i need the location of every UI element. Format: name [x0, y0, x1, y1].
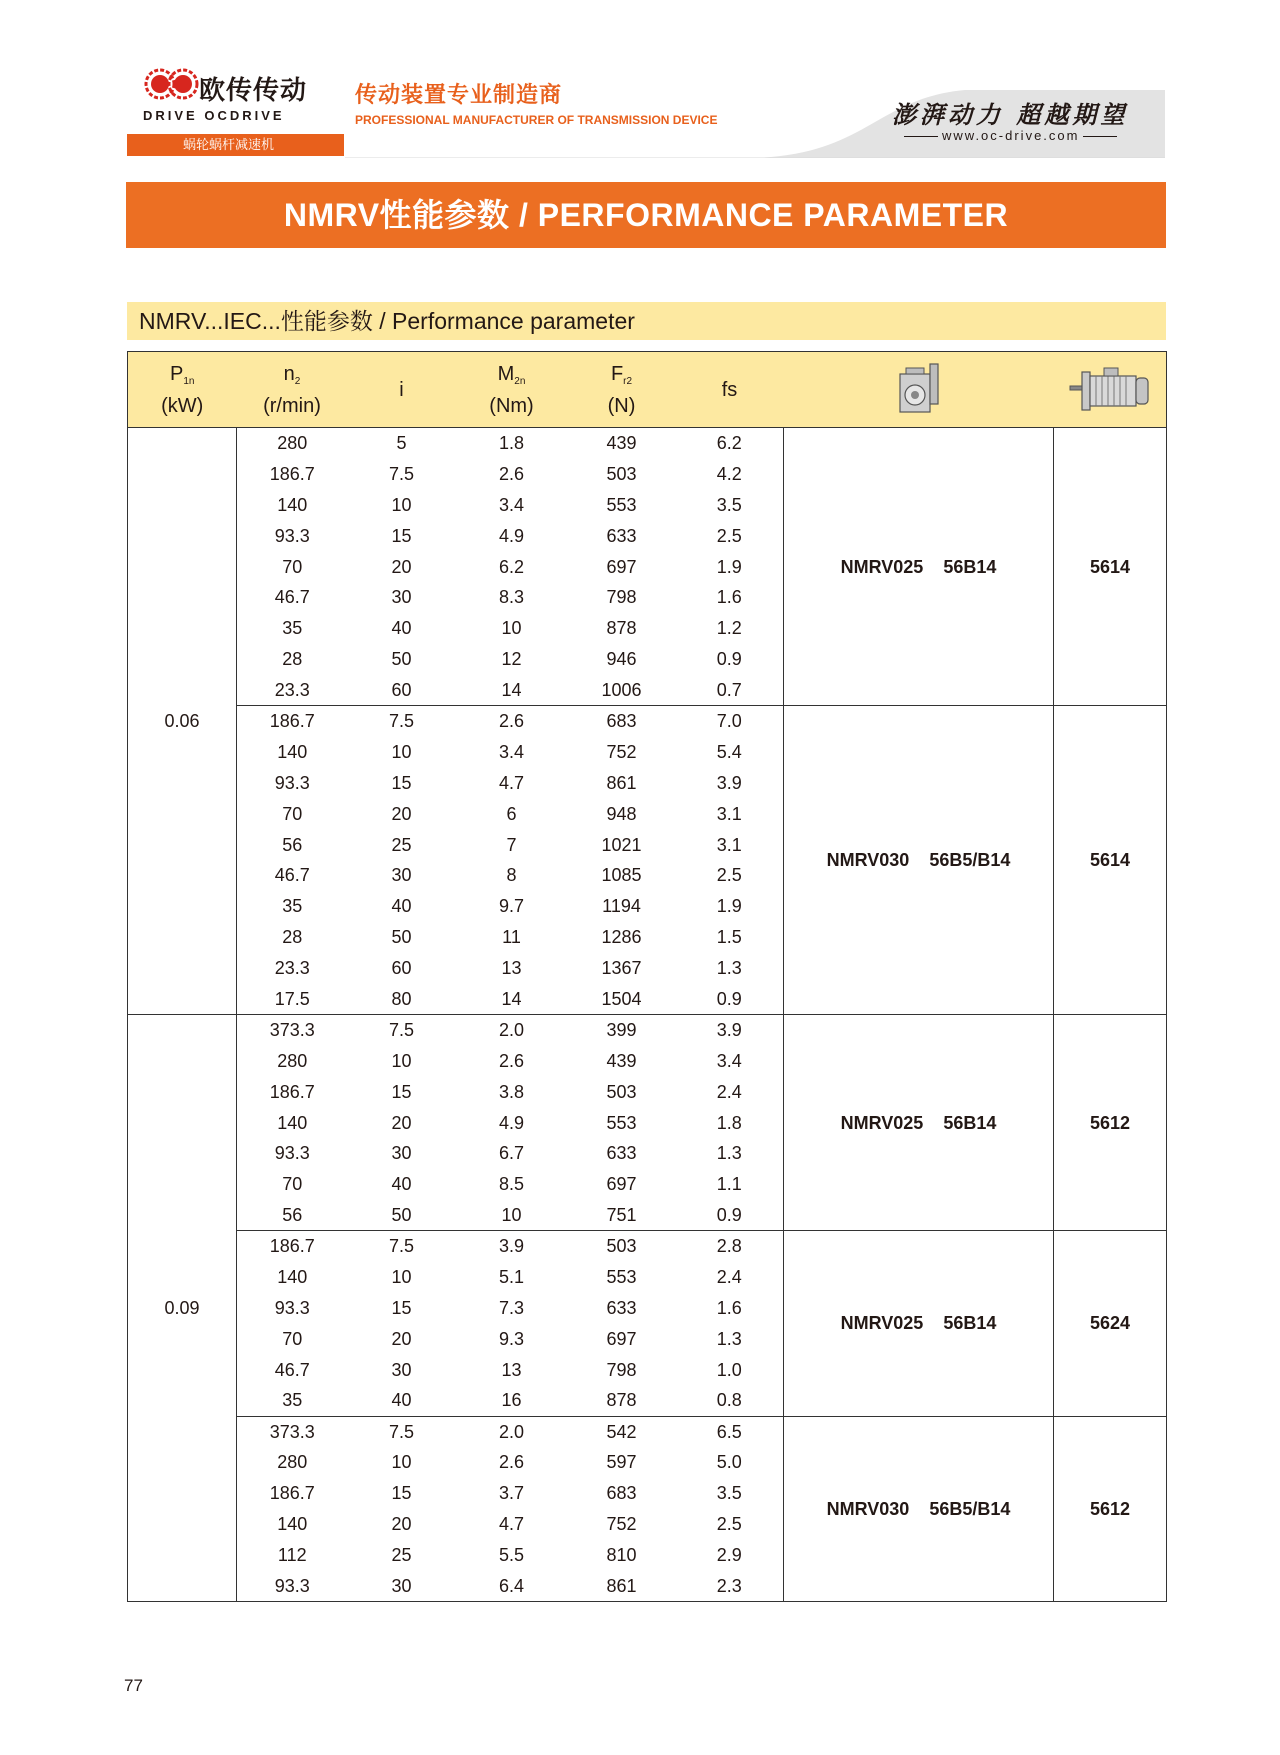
radial-load-cell: 798: [606, 587, 637, 608]
torque-cell: 4.7: [498, 772, 525, 793]
radial-load-cell: 553: [606, 494, 637, 515]
service-factor-cell: 1.6: [716, 587, 742, 608]
radial-load-cell: 1021: [601, 834, 642, 855]
radial-load-cell: 553: [606, 1112, 637, 1133]
service-factor-cell: 1.5: [716, 927, 742, 948]
ratio-cell: 15: [391, 772, 412, 793]
output-speed-cell: 56: [282, 1204, 303, 1225]
radial-load-cell: 878: [606, 1390, 637, 1411]
service-factor-cell: 2.3: [676, 1570, 784, 1601]
output-speed-cell: 373.3: [237, 1416, 348, 1447]
output-speed-cell: 280: [277, 433, 308, 454]
service-factor-cell: 3.9: [716, 772, 742, 793]
motor-model-cell: 5614: [1054, 706, 1167, 1015]
torque-cell: 8.5: [498, 1174, 525, 1195]
radial-load-cell: 503: [606, 1081, 637, 1102]
service-factor-cell: 2.9: [716, 1545, 742, 1565]
service-factor-cell: 0.9: [716, 988, 742, 1009]
ratio-cell: 60: [391, 679, 412, 700]
output-speed-cell: 140: [277, 1266, 308, 1287]
output-speed-cell: 186.7: [237, 1231, 348, 1262]
service-factor-cell: 6.5: [676, 1416, 784, 1447]
output-speed-cell: 186.7: [269, 1081, 315, 1102]
ratio-cell: 20: [391, 803, 412, 824]
radial-load-cell: 633: [606, 1143, 637, 1164]
torque-cell: 3.4: [498, 494, 525, 515]
table-row: [128, 1014, 1167, 1045]
col-header-ratio: i: [348, 352, 456, 428]
ratio-cell: 15: [391, 1297, 412, 1318]
output-speed-cell: 186.7: [269, 463, 315, 484]
service-factor-cell: 0.7: [716, 679, 742, 700]
torque-cell: 6.2: [498, 556, 525, 577]
service-factor-cell: 1.3: [716, 1328, 742, 1349]
gearbox-model-cell: NMRV025 56B14: [784, 1231, 1054, 1416]
ratio-cell: 40: [391, 896, 412, 917]
ratio-cell: 25: [391, 834, 412, 855]
service-factor-cell: 0.9: [716, 1204, 742, 1225]
output-speed-cell: 28: [282, 927, 303, 948]
service-factor-cell: 6.2: [716, 433, 742, 454]
torque-cell: 12: [501, 649, 522, 670]
service-factor-cell: 2.4: [716, 1081, 742, 1102]
torque-cell: 8.3: [498, 587, 525, 608]
service-factor-cell: 1.3: [716, 1143, 742, 1164]
performance-table: [127, 351, 1167, 1602]
radial-load-cell: 1504: [601, 988, 642, 1009]
service-factor-cell: 3.5: [716, 1483, 742, 1504]
torque-cell: 6: [506, 803, 517, 824]
motor-model-cell: 5612: [1054, 1416, 1167, 1601]
service-factor-cell: 2.5: [716, 1514, 742, 1535]
service-factor-cell: 3.5: [716, 494, 742, 515]
gearbox-model-cell: NMRV030 56B5/B14: [784, 1416, 1054, 1601]
torque-cell: 6.4: [456, 1570, 568, 1601]
radial-load-cell: 878: [606, 618, 637, 639]
torque-cell: 4.7: [498, 1514, 525, 1535]
ratio-cell: 7.5: [348, 706, 456, 737]
output-speed-cell: 46.7: [274, 1359, 310, 1380]
page-header: [0, 0, 1280, 160]
ratio-cell: 30: [391, 587, 412, 608]
ratio-cell: 50: [391, 1204, 412, 1225]
col-header-output-speed: $n_2$ (r/min): [237, 352, 348, 428]
service-factor-cell: 4.2: [716, 463, 742, 484]
service-factor-cell: 3.1: [716, 803, 742, 824]
radial-load-cell: 752: [606, 1514, 637, 1535]
service-factor-cell: 3.1: [716, 834, 742, 855]
torque-cell: 16: [501, 1390, 522, 1411]
output-speed-cell: 35: [282, 618, 303, 639]
service-factor-cell: 2.8: [676, 1231, 784, 1262]
torque-cell: 2.6: [498, 1050, 525, 1071]
output-speed-cell: 70: [282, 556, 303, 577]
radial-load-cell: 399: [568, 1014, 676, 1045]
website-url: www.oc-drive.com: [900, 128, 1121, 143]
output-speed-cell: 70: [282, 803, 303, 824]
gear-logo-icon: [143, 64, 203, 104]
section-subheader: NMRV...IEC...性能参数 / Performance parameter: [127, 302, 1166, 340]
service-factor-cell: 1.1: [716, 1174, 742, 1195]
torque-cell: 2.0: [456, 1014, 568, 1045]
output-speed-cell: 140: [277, 1514, 308, 1535]
radial-load-cell: 597: [606, 1452, 637, 1473]
col-header-motor: [1054, 352, 1167, 428]
logo-chinese-name: 欧传传动: [199, 75, 308, 105]
torque-cell: 2.6: [498, 463, 525, 484]
output-speed-cell: 28: [282, 649, 303, 670]
ratio-cell: 30: [391, 865, 412, 886]
output-speed-cell: 35: [282, 1390, 303, 1411]
company-tagline-cn: 传动装置专业制造商: [355, 82, 563, 107]
table-row: [128, 428, 1167, 459]
service-factor-cell: 5.4: [716, 741, 742, 762]
gearbox-model-cell: NMRV030 56B5/B14: [784, 706, 1054, 1015]
service-factor-cell: 7.0: [676, 706, 784, 737]
company-description: [355, 78, 717, 127]
ratio-cell: 10: [391, 741, 412, 762]
service-factor-cell: 1.3: [716, 958, 742, 979]
power-cell: 0.09: [128, 1014, 237, 1601]
radial-load-cell: 503: [606, 463, 637, 484]
output-speed-cell: 23.3: [274, 679, 310, 700]
service-factor-cell: 0.9: [716, 649, 742, 670]
table-row: [128, 706, 1167, 737]
output-speed-cell: 140: [277, 494, 308, 515]
radial-load-cell: 1367: [601, 958, 642, 979]
output-speed-cell: 93.3: [274, 772, 310, 793]
ratio-cell: 15: [391, 1483, 412, 1504]
output-speed-cell: 93.3: [274, 1143, 310, 1164]
output-speed-cell: 35: [282, 896, 303, 917]
torque-cell: 2.0: [456, 1416, 568, 1447]
ratio-cell: 15: [391, 1081, 412, 1102]
ratio-cell: 5: [396, 433, 407, 454]
ratio-cell: 20: [391, 1514, 412, 1535]
output-speed-cell: 93.3: [274, 1297, 310, 1318]
ratio-cell: 20: [391, 1328, 412, 1349]
output-speed-cell: 93.3: [274, 525, 310, 546]
company-tagline-en: PROFESSIONAL MANUFACTURER OF TRANSMISSION DEVICE: [355, 113, 718, 127]
torque-cell: 11: [502, 927, 521, 948]
output-speed-cell: 23.3: [274, 958, 310, 979]
output-speed-cell: 56: [282, 834, 303, 855]
ratio-cell: 10: [391, 1050, 412, 1071]
output-speed-cell: 140: [277, 1112, 308, 1133]
output-speed-cell: 70: [282, 1328, 303, 1349]
service-factor-cell: 1.9: [716, 556, 742, 577]
radial-load-cell: 752: [606, 741, 637, 762]
torque-cell: 5.1: [498, 1266, 525, 1287]
table-row: [128, 1416, 1167, 1447]
col-header-gearbox: [784, 352, 1054, 428]
service-factor-cell: 1.2: [716, 618, 742, 639]
slogan: 澎湃动力 超越期望: [892, 100, 1129, 129]
table-header-row: [128, 352, 1167, 428]
service-factor-cell: 1.9: [716, 896, 742, 917]
radial-load-cell: 1085: [601, 865, 642, 886]
radial-load-cell: 683: [568, 706, 676, 737]
torque-cell: 8: [506, 865, 517, 886]
logo-english-name: DRIVE OCDRIVE: [143, 108, 285, 123]
torque-cell: 13: [501, 958, 522, 979]
ratio-cell: 20: [391, 1112, 412, 1133]
service-factor-cell: 2.4: [716, 1266, 742, 1287]
motor-model-cell: 5614: [1054, 428, 1167, 706]
torque-cell: 7.3: [498, 1297, 525, 1318]
radial-load-cell: 633: [606, 525, 637, 546]
motor-model-cell: 5624: [1054, 1231, 1167, 1416]
radial-load-cell: 683: [606, 1483, 637, 1504]
service-factor-cell: 1.6: [716, 1297, 742, 1318]
radial-load-cell: 503: [568, 1231, 676, 1262]
output-speed-cell: 373.3: [237, 1014, 348, 1045]
ratio-cell: 7.5: [348, 1231, 456, 1262]
radial-load-cell: 946: [606, 649, 637, 670]
torque-cell: 9.7: [498, 896, 525, 917]
output-speed-cell: 46.7: [274, 587, 310, 608]
torque-cell: 6.7: [498, 1143, 525, 1164]
ratio-cell: 20: [391, 556, 412, 577]
service-factor-cell: 2.5: [716, 525, 742, 546]
service-factor-cell: 3.4: [716, 1050, 742, 1071]
radial-load-cell: 697: [606, 1174, 637, 1195]
output-speed-cell: 93.3: [237, 1570, 348, 1601]
col-header-torque: $M_{2n}$ (Nm): [456, 352, 568, 428]
ratio-cell: 80: [391, 988, 412, 1009]
gearbox-model-cell: NMRV025 56B14: [784, 1014, 1054, 1230]
radial-load-cell: 697: [606, 1328, 637, 1349]
output-speed-cell: 140: [277, 741, 308, 762]
gearbox-model-cell: NMRV025 56B14: [784, 428, 1054, 706]
radial-load-cell: 439: [606, 433, 637, 454]
ratio-cell: 50: [391, 927, 412, 948]
torque-cell: 4.9: [498, 525, 525, 546]
ratio-cell: 7.5: [348, 1416, 456, 1447]
radial-load-cell: 810: [606, 1545, 637, 1565]
service-factor-cell: 1.8: [716, 1112, 742, 1133]
ratio-cell: 40: [391, 1390, 412, 1411]
output-speed-cell: 186.7: [237, 706, 348, 737]
torque-cell: 9.3: [498, 1328, 525, 1349]
output-speed-cell: 280: [277, 1050, 308, 1071]
torque-cell: 14: [501, 679, 522, 700]
electric-motor-icon: [1068, 364, 1152, 416]
service-factor-cell: 3.9: [676, 1014, 784, 1045]
radial-load-cell: 633: [606, 1297, 637, 1318]
torque-cell: 5.5: [498, 1545, 525, 1565]
ratio-cell: 60: [391, 958, 412, 979]
motor-model-cell: 5612: [1054, 1014, 1167, 1230]
torque-cell: 10: [501, 1204, 522, 1225]
torque-cell: 3.7: [498, 1483, 525, 1504]
torque-cell: 13: [501, 1359, 522, 1380]
torque-cell: 4.9: [498, 1112, 525, 1133]
category-tag: 蜗轮蜗杆减速机: [127, 134, 344, 156]
ratio-cell: 25: [391, 1545, 412, 1565]
col-header-radial-load: $F_{r2}$ (N): [568, 352, 676, 428]
page-title-banner: NMRV性能参数 / PERFORMANCE PARAMETER: [126, 182, 1166, 248]
ratio-cell: 10: [391, 494, 412, 515]
radial-load-cell: 697: [606, 556, 637, 577]
radial-load-cell: 948: [606, 803, 637, 824]
torque-cell: 7: [506, 834, 517, 855]
radial-load-cell: 439: [606, 1050, 637, 1071]
radial-load-cell: 542: [568, 1416, 676, 1447]
output-speed-cell: 46.7: [274, 865, 310, 886]
radial-load-cell: 553: [606, 1266, 637, 1287]
radial-load-cell: 751: [606, 1204, 637, 1225]
ratio-cell: 10: [391, 1266, 412, 1287]
col-header-service-factor: fs: [676, 352, 784, 428]
output-speed-cell: 186.7: [269, 1483, 315, 1504]
ratio-cell: 30: [391, 1359, 412, 1380]
torque-cell: 10: [501, 618, 522, 639]
torque-cell: 3.9: [456, 1231, 568, 1262]
service-factor-cell: 1.0: [716, 1359, 742, 1380]
ratio-cell: 30: [348, 1570, 456, 1601]
output-speed-cell: 17.5: [274, 988, 310, 1009]
table-row: [128, 1231, 1167, 1262]
ratio-cell: 7.5: [348, 1014, 456, 1045]
ratio-cell: 40: [391, 1174, 412, 1195]
radial-load-cell: 798: [606, 1359, 637, 1380]
service-factor-cell: 0.8: [716, 1390, 742, 1411]
torque-cell: 1.8: [498, 433, 525, 454]
output-speed-cell: 280: [277, 1452, 308, 1473]
ratio-cell: 40: [391, 618, 412, 639]
ratio-cell: 7.5: [388, 463, 415, 484]
torque-cell: 3.8: [498, 1081, 525, 1102]
ratio-cell: 10: [391, 1452, 412, 1473]
radial-load-cell: 1194: [602, 896, 641, 917]
service-factor-cell: 5.0: [716, 1452, 742, 1473]
ratio-cell: 15: [391, 525, 412, 546]
page-number: 77: [124, 1676, 143, 1695]
power-cell: 0.06: [128, 428, 237, 1015]
torque-cell: 3.4: [498, 741, 525, 762]
torque-cell: 2.6: [456, 706, 568, 737]
torque-cell: 14: [501, 988, 522, 1009]
table-body: [128, 428, 1167, 1602]
radial-load-cell: 1286: [601, 927, 642, 948]
radial-load-cell: 861: [568, 1570, 676, 1601]
col-header-power: $P_{1n}$ (kW): [128, 352, 237, 428]
worm-gearbox-icon: [896, 362, 942, 418]
service-factor-cell: 2.5: [716, 865, 742, 886]
ratio-cell: 30: [391, 1143, 412, 1164]
company-logo: [143, 64, 353, 124]
radial-load-cell: 861: [606, 772, 637, 793]
torque-cell: 2.6: [498, 1452, 525, 1473]
radial-load-cell: 1006: [601, 679, 642, 700]
output-speed-cell: 112: [277, 1545, 307, 1565]
ratio-cell: 50: [391, 649, 412, 670]
output-speed-cell: 70: [282, 1174, 303, 1195]
